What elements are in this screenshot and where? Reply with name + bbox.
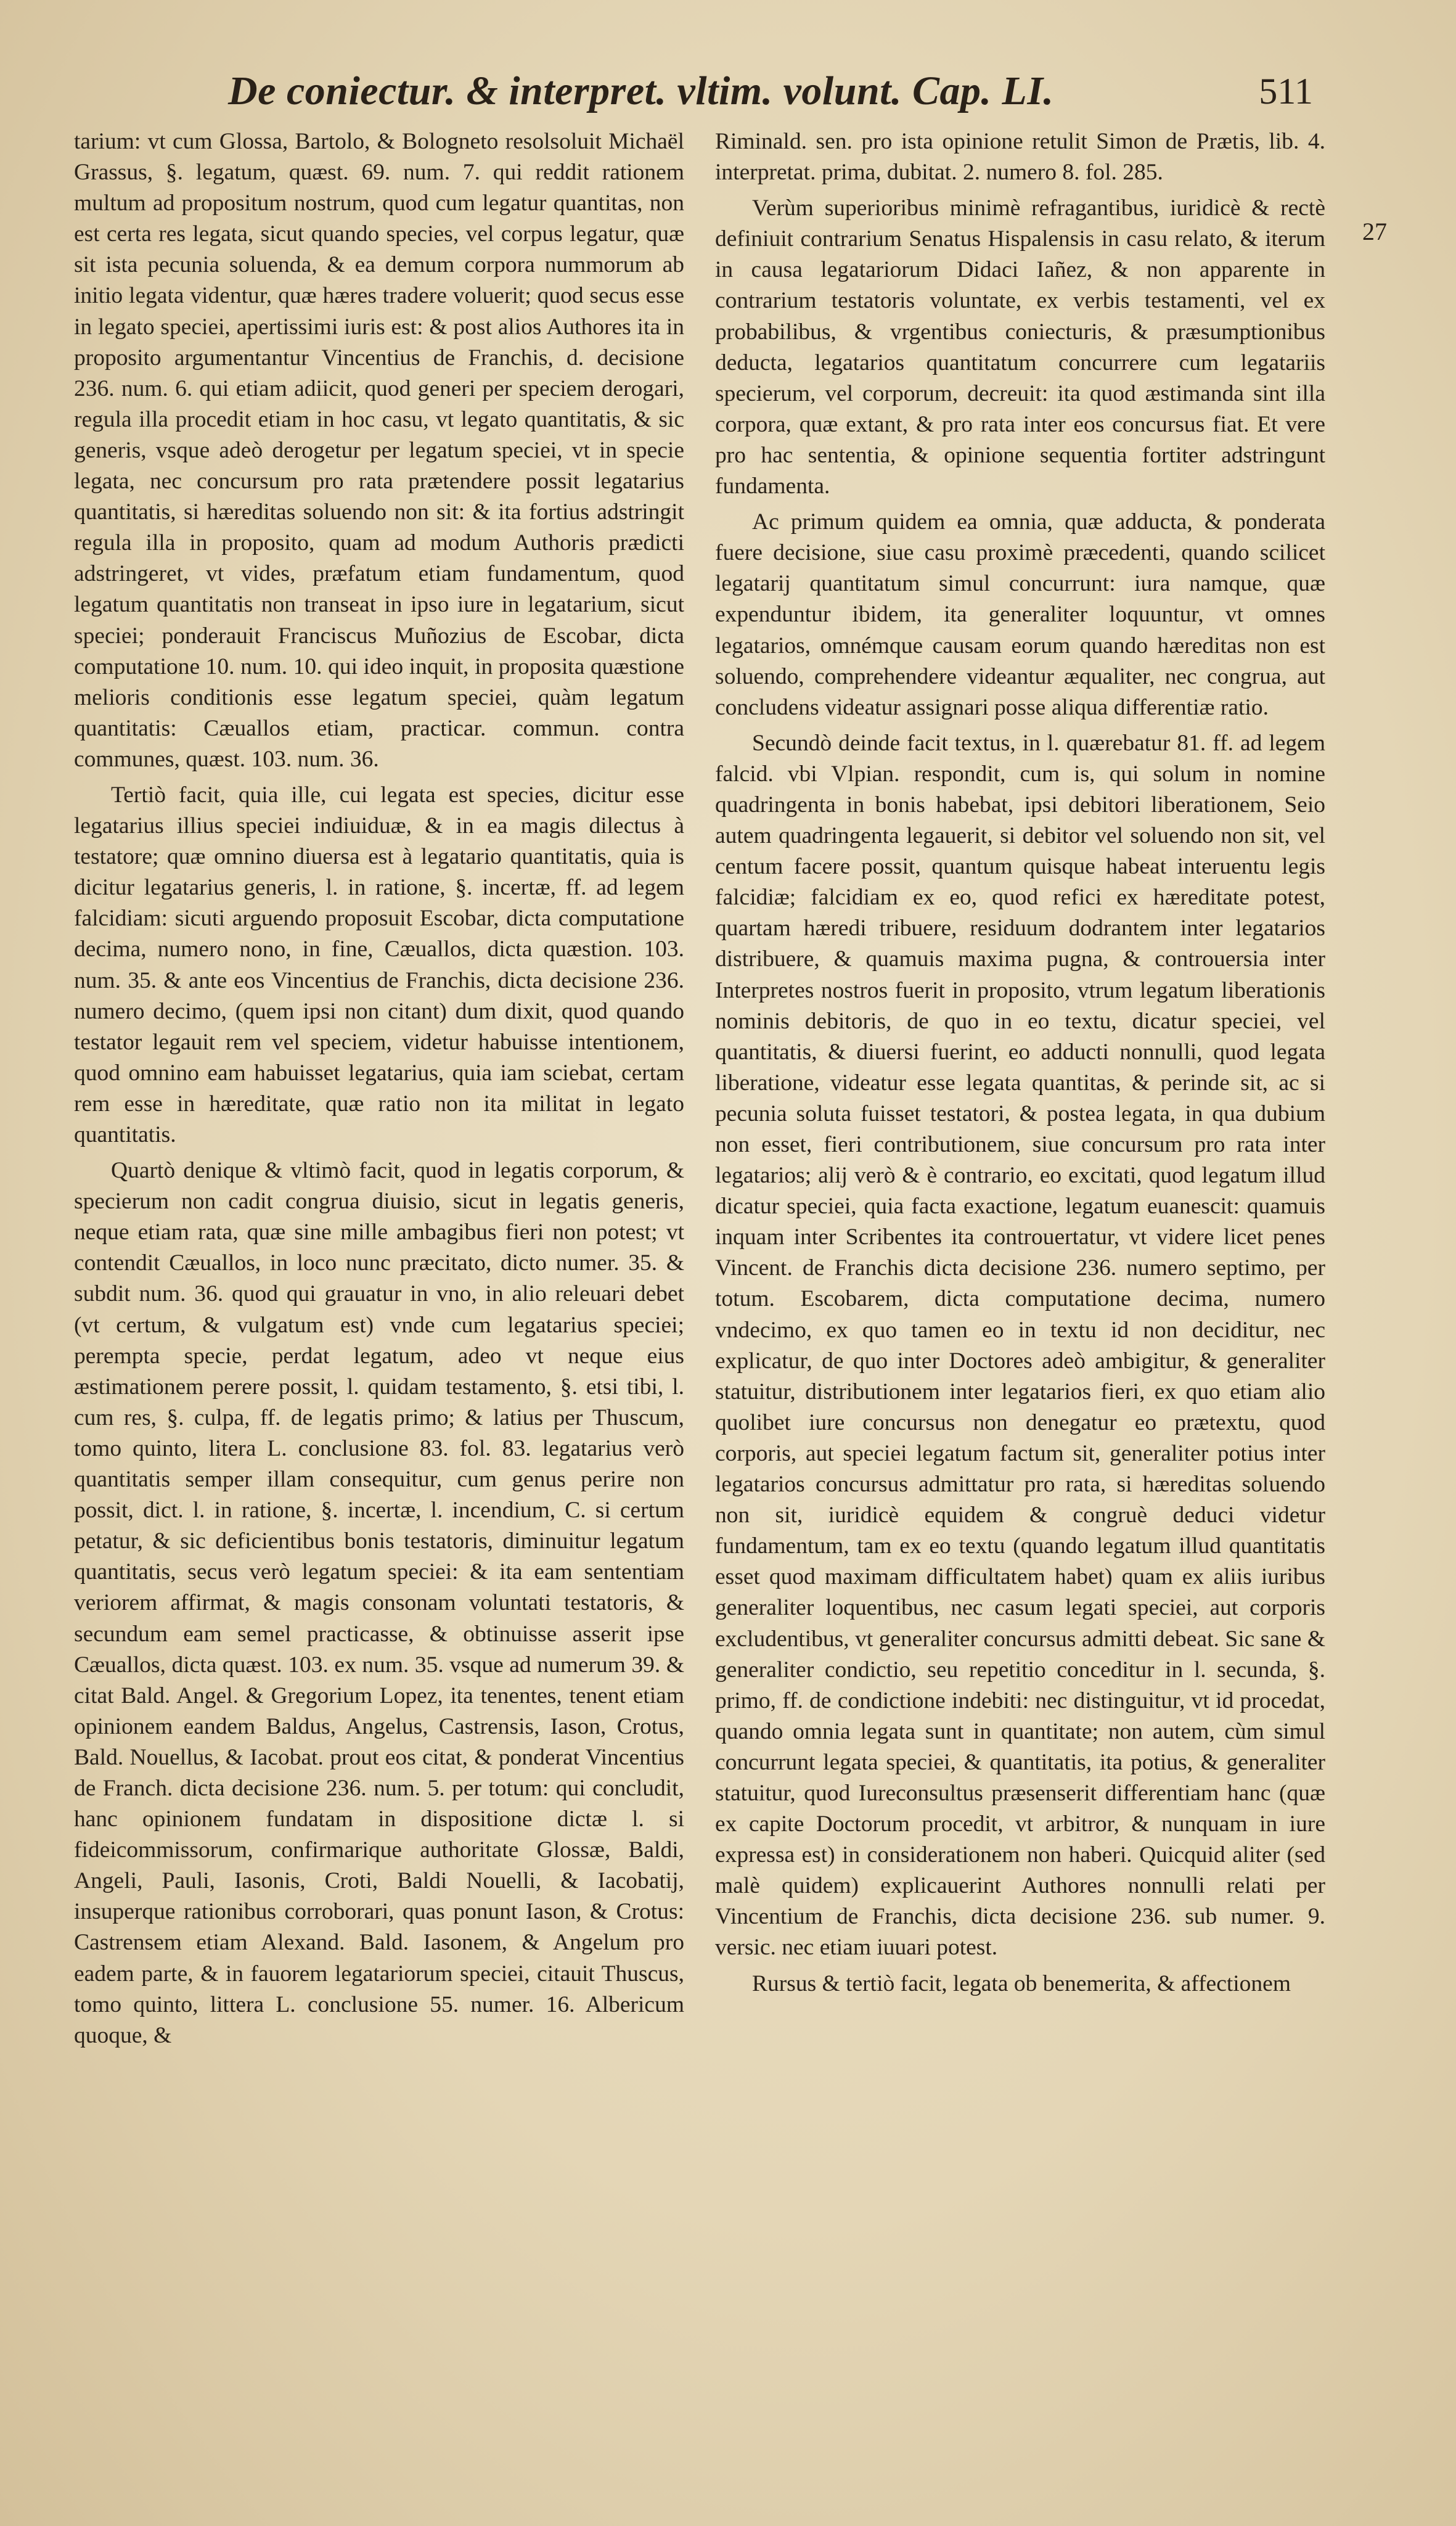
paragraph: Secundò deinde facit textus, in l. quærebatur 81. ff. ad legem falcid. vbi Vlpian. respondit, cum is, qui solum in nomine quadringenta in bonis habebat, ipsi debitori liberationem, Seio autem quadringenta legauerit, si debitor vel soluendo non sit, vel centum facere possit, quantum quisque habeat interuentu legis falcidiæ; falcidiam ex eo, quod refici ex hæreditate potest, quartam hæredi tribuere, residuum dodrantem inter legatarios distribuere, & quamuis maxima pugna, & controuersia inter Interpretes nostros fuerit in proposito, vtrum legatum liberationis nominis debitoris, de quo in eo textu, dicatur speciei, vel quantitatis, & diuersi fuerint, eo adducti nonnulli, quod legata liberatione, videatur esse legata quantitas, & perinde sit, ac si pecunia soluta fuisset testatori, & postea legata, in qua dubium non esset, fieri contributionem, siue concursum pro rata inter legatarios; alij verò & è contrario, eo excitati, quod legatum illud dicatur speciei, quia facta exactione, legatum euanescit: quamuis inquam inter Scribentes ita controuertatur, vt videre licet penes Vincent. de Franchis dicta decisione 236. numero septimo, per totum. Escobarem, dicta computatione decima, numero vndecimo, ex quo tamen eo in textu id non deciditur, nec explicatur, de quo inter Doctores adeò ambigitur, & generaliter statuitur, distributionem inter legatarios fieri, ex quo etiam alio quolibet iure concursus non denegatur eo prætextu, quod corporis, aut speciei legatum factum sit, generaliter potius inter legatarios concursus admittatur pro rata, si hæreditas soluendo non sit, iuridicè equidem & congruè deduci videtur fundamentum, tam ex eo textu (quando legatum illud quantitatis esset quod maximam difficultatem habet) quam ex aliis iuribus generaliter loquentibus, nec casum legati speciei, aut corporis excludentibus, vt generaliter concursus admitti debeat. Sic sane & generaliter condictio, seu repetitio conceditur in l. secunda, §. primo, ff. de condictione indebiti: nec distinguitur, vt id procedat, quando omnia legata sunt in quantitate; non autem, cùm simul concurrunt legata speciei, & quantitatis, ita potius, & generaliter statuitur, quod Iureconsultus præsenserit differentiam hanc (quæ ex capite Doctorum procedit, vt arbitror, & nunquam in iure expressa est) in considerationem non haberi. Quicquid aliter (sed malè quidem) explicauerint Authores nonnulli relati per Vincentium de Franchis, dicta decisione 236. sub numer. 9. versic. nec etiam iuuari potest. bbox=[715, 730, 1325, 1961]
paragraph: tarium: vt cum Glossa, Bartolo, & Bologneto resolsoluit Michaël Grassus, §. legatum, quæst. 69. num. 7. qui reddit rationem multum ad propositum nostrum, quod cum legatur quantitas, non est certa res legata, sicut quando species, vel corpus legatur, quæ sit ista pecunia soluenda, & ea demum corpora nummorum ab initio legata videntur, quæ hæres tradere voluerit; quod secus esse in legato speciei, apertissimi iuris est: & post alios Authores ita in proposito argumentantur Vincentius de Franchis, d. decisione 236. num. 6. qui etiam adiicit, quod generi per speciem derogari, regula illa procedit etiam in hoc casu, vt legato quantitatis, & sic generis, vsque adeò derogetur per legatum speciei, vt in specie legata, nec concursum pro rata prætendere possit legatarius quantitatis, si hæreditas soluendo non sit: & ita fortius adstringit regula illa in proposito, quam ad modum Authoris prædicti adstringeret, vt vides, præfatum etiam fundamentum, quod legatum quantitatis non transeat in ipso iure in legatarium, sicut speciei; ponderauit Franciscus Muñozius de Escobar, dicta computatione 10. num. 10. qui ideo inquit, in proposita quæstione melioris conditionis esse legatum speciei, quàm legatum quantitatis: Cæuallos etiam, practicar. commun. contra communes, quæst. 103. num. 36. bbox=[74, 129, 684, 772]
paragraph: Riminald. sen. pro ista opinione retulit Simon de Prætis, lib. 4. interpretat. prima, dubitat. 2. numero 8. fol. 285. bbox=[715, 129, 1325, 186]
right-column bbox=[715, 126, 1325, 2004]
left-column bbox=[74, 126, 684, 2056]
paragraph: Tertiò facit, quia ille, cui legata est species, dicitur esse legatarius illius speciei indiuiduæ, & in ea magis dilectus à testatore; quæ omnino diuersa est à legatario quantitatis, quia is dicitur legatarius generis, l. in ratione, §. incertæ, ff. ad legem falcidiam: sicuti arguendo proposuit Escobar, dicta computatione decima, numero nono, in fine, Cæuallos, dicta quæstion. 103. num. 35. & ante eos Vincentius de Franchis, dicta decisione 236. numero decimo, (quem ipsi non citant) dum dixit, quod quando testator legauit rem vel speciem, videtur habuisse intentionem, quod omnino eam habuisset legatarius, quia iam sciebat, certam rem esse in hæreditate, quæ ratio non ita militat in legato quantitatis. bbox=[74, 782, 684, 1147]
running-head: De coniectur. & interpret. vltim. volunt. Cap. LI. bbox=[228, 68, 1054, 113]
paragraph: Ac primum quidem ea omnia, quæ adducta, & ponderata fuere decisione, siue casu proximè præcedenti, quando scilicet legatarij quantitatum simul concurrunt: iura namque, quæ expenduntur ibidem, ita generaliter loquuntur, vt omnes legatarios, omnémque causam eorum quando hæreditas non est soluendo, comprehendere videantur æqualiter, nec congrua, aut concludens videatur assignari posse aliqua differentiæ ratio. bbox=[715, 509, 1325, 720]
paragraph: Verùm superioribus minimè refragantibus, iuridicè & rectè definiuit contrarium Senatus Hispalensis in casu relato, & iterum in causa legatariorum Didaci Iañez, & non apparente in contrarium testatoris voluntate, ex verbis testamenti, vel ex probabilibus, & vrgentibus coniecturis, & præsumptionibus deducta, legatarios quantitatum concurrere cum legatariis specierum, vel corporum, decreuit: ita quod æstimanda sint illa corpora, quæ extant, & pro rata inter eos concursus fiat. Et vere pro hac sententia, & opinione sequentia fortiter adstringunt fundamenta. bbox=[715, 195, 1325, 499]
page-number: 511 bbox=[1259, 71, 1313, 112]
margin-note-number: 27 bbox=[1362, 218, 1387, 245]
paragraph: Rursus & tertiò facit, legata ob benemerita, & affectionem bbox=[752, 1970, 1291, 1996]
page-header bbox=[228, 68, 1313, 123]
paragraph: Quartò denique & vltimò facit, quod in legatis corporum, & specierum non cadit congrua diuisio, sicut in legatis generis, neque etiam rata, quæ sine mille ambagibus fieri non potest; vt contendit Cæuallos, in loco nunc præcitato, dicto numer. 35. & subdit num. 36. quod qui grauatur in vno, in alio releuari debet (vt certum, & vulgatum est) vnde cum legatarius speciei; perempta specie, perdat legatum, adeo vt neque eius æstimationem perere possit, l. quidam testamento, §. etsi tibi, l. cum res, §. culpa, ff. de legatis primo; & latius per Thuscum, tomo quinto, litera L. conclusione 83. fol. 83. legatarius verò quantitatis semper illam consequitur, cum genus perire non possit, dict. l. in ratione, §. incertæ, l. incendium, C. si certum petatur, & sic deficientibus bonis testatoris, diminuitur legatum quantitatis, secus verò legatum speciei: & ita eam sententiam veriorem affirmat, & magis consonam voluntati testatoris, & secundum eam semel practicasse, & obtinuisse asserit ipse Cæuallos, dicta quæst. 103. ex num. 35. vsque ad numerum 39. & citat Bald. Angel. & Gregorium Lopez, ita tenentes, tenent etiam opinionem eandem Baldus, Angelus, Castrensis, Iason, Crotus, Bald. Nouellus, & Iacobat. prout eos citat, & ponderat Vincentius de Franch. dicta decisione 236. num. 5. per totum: qui concludit, hanc opinionem fundatam in dispositione dictæ l. si fideicommissorum, confirmarique authoritate Glossæ, Baldi, Angeli, Pauli, Iasonis, Croti, Baldi Nouelli, & Iacobatij, insuperque rationibus corroborari, quas ponunt Iason, & Crotus: Castrensem etiam Alexand. Bald. Iasonem, & Angelum pro eadem parte, & in fauorem legatariorum speciei, citauit Thuscus, tomo quinto, littera L. conclusione 55. numer. 16. Albericum quoque, & bbox=[74, 1158, 684, 2048]
